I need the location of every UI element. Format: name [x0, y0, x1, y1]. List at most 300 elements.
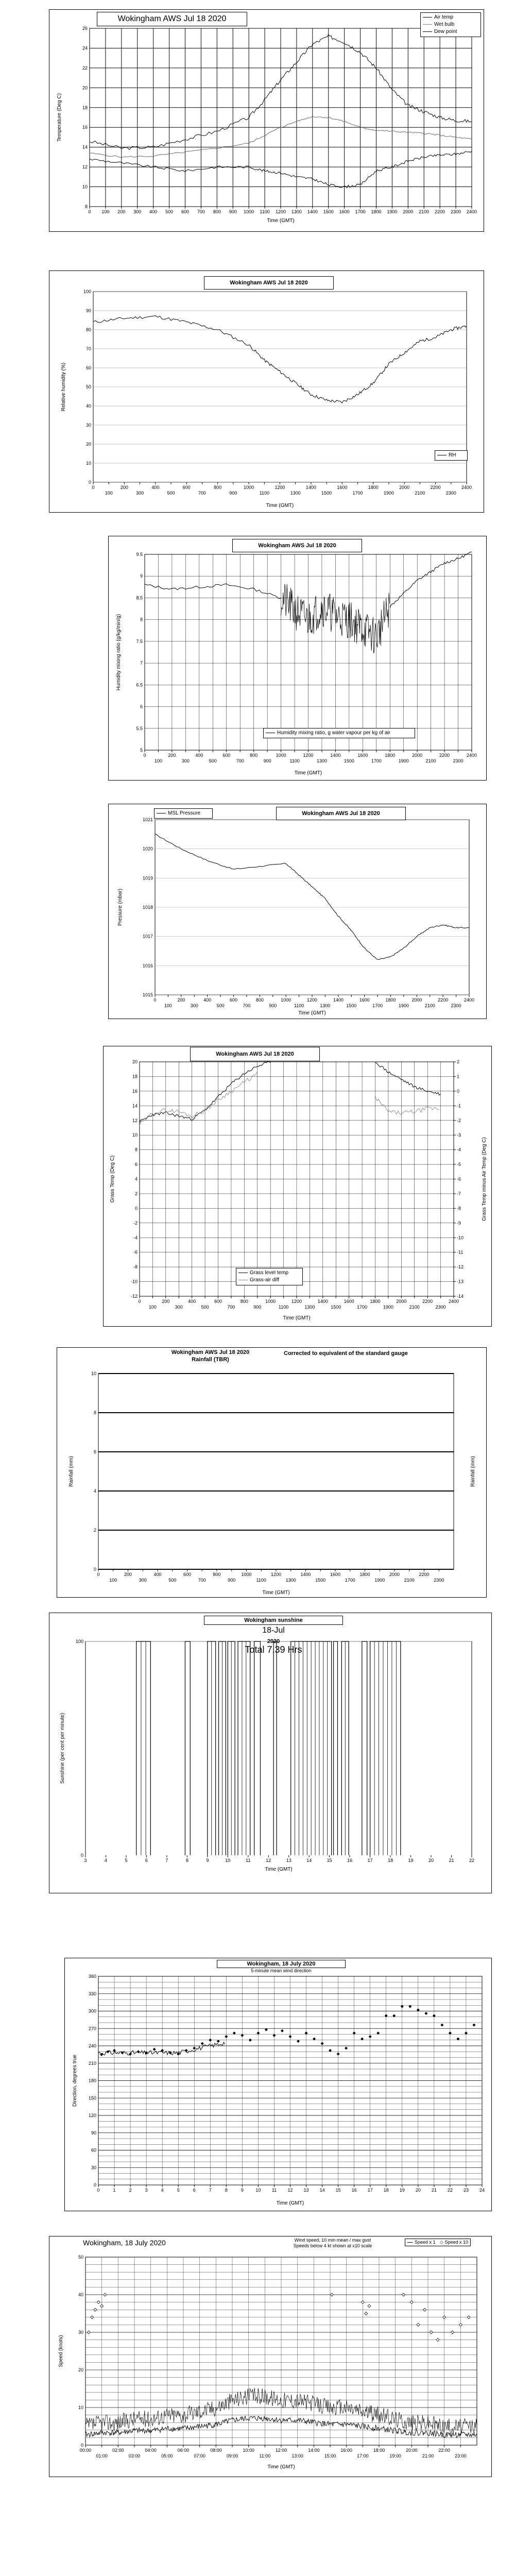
y-tick-label: 20 [132, 1059, 138, 1064]
y-axis-label: Speed (knots) [58, 2335, 64, 2367]
x-tick-label: 16 [347, 1858, 353, 1863]
x-tick-label: 17:00 [357, 2453, 369, 2459]
x-tick-label: 12 [266, 1858, 271, 1863]
x-tick-label: 1500 [323, 209, 334, 214]
x-tick-label: 600 [183, 1572, 192, 1577]
y-tick-label: 20 [78, 2367, 83, 2372]
rainfall-title-line: Wokingham AWS Jul 18 2020 [171, 1349, 250, 1355]
temperature-legend [420, 12, 481, 37]
x-tick-label: 19:00 [389, 2453, 401, 2459]
x-tick-label: 2300 [451, 209, 461, 214]
y-tick-label: 7 [140, 660, 143, 666]
x-tick-label: 800 [250, 753, 258, 758]
x-tick-label: 600 [182, 485, 191, 490]
pressure-chart-title: Wokingham AWS Jul 18 2020 [276, 807, 406, 820]
y-tick-label: 5 [140, 748, 143, 753]
plot-area [98, 1374, 454, 1569]
y-axis-label: Sunshine (per cent per minute) [60, 1713, 65, 1784]
x-tick-label: 300 [139, 1578, 147, 1583]
y-tick-label: 10 [132, 1132, 138, 1138]
plot-area [85, 1641, 472, 1855]
x-tick-label: 700 [236, 758, 244, 764]
x-tick-label: 10:00 [243, 2448, 254, 2453]
x-tick-label: 1700 [352, 490, 363, 496]
y-tick-label: 100 [83, 289, 91, 294]
y-tick-label: -8 [133, 1264, 138, 1270]
x-tick-label: 1100 [294, 1003, 304, 1008]
y-axis-label: Relative humidity (%) [61, 362, 66, 412]
x-tick-label: 1400 [300, 1572, 311, 1577]
y-tick-label: 90 [85, 308, 91, 313]
y-tick-label: 30 [85, 422, 91, 428]
x-tick-label: 8 [225, 2188, 228, 2193]
y-tick-label: 40 [78, 2292, 83, 2297]
y-tick-label: 50 [78, 2255, 83, 2260]
x-tick-label: 600 [222, 753, 231, 758]
temperature-chart-title: Wokingham AWS Jul 18 2020 [97, 12, 247, 26]
y-tick-label: 330 [88, 1991, 96, 1996]
y-tick-label: 0 [88, 480, 91, 485]
y-tick-label: 0 [80, 1853, 83, 1858]
x-tick-label: 1000 [276, 753, 286, 758]
x-tick-label: 200 [168, 753, 176, 758]
y-tick-label: 20 [82, 85, 88, 91]
y-tick-label: 6.5 [136, 682, 143, 688]
rainfall-chart-svg [57, 1348, 486, 1597]
x-tick-label: 400 [149, 209, 158, 214]
y-axis-label: Humidity mixing ratio (g/kg/min/g) [116, 614, 122, 691]
x-tick-label: 200 [124, 1572, 132, 1577]
y-tick-label: 6 [134, 1162, 138, 1167]
y2-axis-label: Grass Temp minus Air Temp (Deg C) [482, 1137, 487, 1221]
x-tick-label: 09:00 [226, 2453, 238, 2459]
x-tick-label: 11 [271, 2188, 277, 2193]
x-tick-label: 900 [253, 1304, 262, 1310]
pressure-chart-svg [109, 804, 486, 1019]
y2-tick-label: -1 [457, 1103, 461, 1109]
y2-tick-label: -7 [457, 1191, 461, 1196]
x-tick-label: 23 [463, 2188, 469, 2193]
x-axis-label: Time (GMT) [294, 770, 322, 776]
x-tick-label: 1700 [372, 1003, 383, 1008]
x-tick-label: 11:00 [259, 2453, 271, 2459]
temperature-chart-svg [49, 10, 484, 231]
x-tick-label: 0 [97, 2188, 100, 2193]
y-tick-label: -2 [133, 1220, 138, 1226]
x-tick-label: 600 [181, 209, 190, 214]
y-tick-label: 50 [85, 384, 91, 389]
wind-speed-title: Wokingham, 18 July 2020 [83, 2239, 166, 2247]
x-tick-label: 1200 [303, 753, 314, 758]
y-tick-label: 14 [82, 144, 88, 150]
x-tick-label: 2200 [419, 1572, 430, 1577]
y-tick-label: 22 [82, 65, 88, 71]
x-tick-label: 03:00 [128, 2453, 141, 2459]
x-tick-label: 17 [367, 1858, 373, 1863]
x-tick-label: 1200 [306, 997, 318, 1003]
x-tick-label: 1200 [291, 1299, 302, 1304]
x-tick-label: 1400 [317, 1299, 328, 1304]
x-tick-label: 900 [228, 1578, 236, 1583]
y-tick-label: 1015 [142, 992, 153, 997]
y-tick-label: -4 [133, 1235, 138, 1241]
y-tick-label: 120 [88, 2113, 96, 2118]
x-tick-label: 16:00 [340, 2448, 352, 2453]
x-tick-label: 600 [229, 997, 238, 1003]
x-tick-label: 21 [449, 1858, 454, 1863]
y2-tick-label: -11 [457, 1249, 464, 1255]
y-tick-label: 2 [93, 1528, 96, 1533]
x-tick-label: 2100 [424, 1003, 435, 1008]
x-tick-label: 300 [175, 1304, 183, 1310]
x-tick-label: 400 [153, 1572, 162, 1577]
x-tick-label: 01:00 [96, 2453, 108, 2459]
x-tick-label: 1100 [260, 209, 270, 214]
x-tick-label: 02:00 [112, 2448, 124, 2453]
x-tick-label: 2 [129, 2188, 132, 2193]
x-tick-label: 16 [351, 2188, 357, 2193]
x-tick-label: 1 [113, 2188, 116, 2193]
x-axis-label: Time (GMT) [265, 1867, 293, 1872]
x-tick-label: 22:00 [438, 2448, 450, 2453]
y-tick-label: 240 [88, 2043, 96, 2048]
x-tick-label: 1100 [278, 1304, 289, 1310]
y-tick-label: 1021 [142, 817, 153, 822]
y-tick-label: 100 [75, 1639, 83, 1644]
x-tick-label: 4 [104, 1858, 107, 1863]
x-tick-label: 1300 [304, 1304, 315, 1310]
x-tick-label: 500 [201, 1304, 209, 1310]
legend-rh: RH [437, 452, 465, 459]
x-tick-label: 700 [198, 490, 206, 496]
mixing-ratio-chart-title: Wokingham AWS Jul 18 2020 [232, 539, 362, 552]
x-tick-label: 1900 [398, 758, 409, 764]
legend-grass-level-temp: Grass level temp [238, 1269, 300, 1277]
y-tick-label: 26 [82, 26, 88, 31]
x-tick-label: 1400 [330, 753, 341, 758]
x-tick-label: 1800 [359, 1572, 370, 1577]
sunshine-date: 18-Jul [262, 1626, 285, 1635]
x-tick-label: 1700 [355, 209, 366, 214]
x-tick-label: 1300 [290, 490, 301, 496]
x-tick-label: 1500 [321, 490, 332, 496]
x-tick-label: 2400 [448, 1299, 459, 1304]
x-tick-label: 2100 [415, 490, 425, 496]
x-tick-label: 1500 [346, 1003, 357, 1008]
pressure-chart [108, 804, 487, 1019]
x-tick-label: 14 [306, 1858, 312, 1863]
x-tick-label: 700 [198, 1578, 206, 1583]
x-tick-label: 8 [185, 1858, 188, 1863]
x-tick-label: 1500 [331, 1304, 341, 1310]
wind-speed-chart [49, 2236, 492, 2477]
x-tick-label: 1700 [345, 1578, 355, 1583]
x-tick-label: 2300 [453, 758, 464, 764]
y-tick-label: 0 [80, 2443, 83, 2448]
y-tick-label: 6 [140, 704, 143, 709]
y2-tick-label: -6 [457, 1176, 461, 1182]
y2-axis-label: Rainfall (mm) [470, 1456, 476, 1487]
x-tick-label: 2000 [396, 1299, 407, 1304]
x-tick-label: 2400 [466, 753, 477, 758]
x-tick-label: 10 [255, 2188, 261, 2193]
y-tick-label: 12 [132, 1117, 138, 1123]
x-tick-label: 2100 [425, 758, 436, 764]
y-tick-label: 0 [93, 1567, 96, 1572]
x-tick-label: 1000 [265, 1299, 276, 1304]
x-tick-label: 12:00 [275, 2448, 287, 2453]
y-tick-label: 5.5 [136, 725, 143, 731]
y2-tick-label: 0 [457, 1088, 460, 1094]
x-tick-label: 2000 [403, 209, 414, 214]
x-tick-label: 2300 [435, 1304, 446, 1310]
y-tick-label: 90 [91, 2130, 96, 2136]
y-tick-label: 7.5 [136, 638, 143, 644]
humidity-chart [49, 270, 484, 513]
x-tick-label: 1000 [241, 1572, 252, 1577]
x-tick-label: 0 [97, 1572, 100, 1577]
y-tick-label: 150 [88, 2095, 96, 2101]
y2-tick-label: -13 [457, 1279, 464, 1284]
x-tick-label: 6 [145, 1858, 148, 1863]
x-tick-label: 800 [213, 1572, 221, 1577]
x-tick-label: 1800 [370, 1299, 381, 1304]
y-tick-label: 1018 [142, 905, 153, 910]
x-tick-label: 100 [101, 209, 110, 214]
y2-tick-label: 2 [457, 1059, 460, 1064]
y-tick-label: 270 [88, 2026, 96, 2031]
wind-direction-chart [64, 1958, 492, 2211]
x-tick-label: 1200 [275, 209, 286, 214]
x-tick-label: 1800 [385, 753, 396, 758]
legend-air-temp: Air temp [423, 14, 478, 21]
humidity-chart-title: Wokingham AWS Jul 18 2020 [204, 276, 334, 290]
x-tick-label: 800 [255, 997, 264, 1003]
y-tick-label: 30 [91, 2165, 96, 2171]
x-tick-label: 300 [181, 758, 190, 764]
x-tick-label: 7 [209, 2188, 212, 2193]
legend-grass-air-diff: Grass-air diff [238, 1277, 300, 1284]
x-tick-label: 9 [241, 2188, 244, 2193]
y-tick-label: 4 [134, 1176, 138, 1182]
y-tick-label: 300 [88, 2008, 96, 2014]
x-tick-label: 100 [148, 1304, 157, 1310]
x-tick-label: 1900 [383, 490, 394, 496]
x-tick-label: 21:00 [422, 2453, 434, 2459]
x-axis-label: Time (GMT) [283, 1315, 311, 1321]
x-tick-label: 100 [154, 758, 162, 764]
x-tick-label: 24 [479, 2188, 485, 2193]
y-axis-label: Pressure (mbar) [117, 888, 123, 926]
x-tick-label: 2100 [419, 209, 430, 214]
x-tick-label: 04:00 [145, 2448, 157, 2453]
y-axis-label: Rainfall (mm) [68, 1456, 74, 1487]
x-tick-label: 2200 [430, 485, 441, 490]
wind-speed-legend [405, 2239, 471, 2246]
wind-direction-subtitle: 5-minute mean wind direction [251, 1968, 312, 1973]
x-tick-label: 400 [203, 997, 212, 1003]
x-tick-label: 1600 [359, 997, 370, 1003]
x-tick-label: 700 [197, 209, 205, 214]
x-tick-label: 18 [383, 2188, 389, 2193]
rainfall-note: Corrected to equivalent of the standard gauge [284, 1350, 408, 1357]
y-tick-label: 0 [134, 1206, 138, 1211]
x-tick-label: 2400 [461, 485, 472, 490]
x-tick-label: 21 [431, 2188, 437, 2193]
y-tick-label: 60 [85, 365, 91, 370]
legend-msl-pressure: MSL Pressure [157, 810, 210, 817]
x-tick-label: 4 [161, 2188, 164, 2193]
x-tick-label: 05:00 [161, 2453, 173, 2459]
y-tick-label: 70 [85, 346, 91, 351]
wind-speed-subtitle2: Speeds below 4 kt shown at x10 scale [293, 2243, 372, 2248]
x-tick-label: 9 [206, 1858, 209, 1863]
y-tick-label: 1019 [142, 875, 153, 881]
mixing-ratio-chart-svg [109, 536, 486, 780]
x-tick-label: 1000 [244, 485, 254, 490]
grass-legend [236, 1268, 303, 1285]
y2-tick-label: -5 [457, 1162, 461, 1167]
x-tick-label: 1700 [357, 1304, 368, 1310]
x-tick-label: 2200 [435, 209, 445, 214]
y2-tick-label: -8 [457, 1206, 461, 1211]
sunshine-total: Total 7.39 Hrs [245, 1645, 302, 1655]
y-tick-label: 10 [82, 184, 88, 190]
x-axis-label: Time (GMT) [266, 503, 294, 509]
x-tick-label: 800 [213, 209, 221, 214]
rainfall-subtitle: Rainfall (TBR) [192, 1356, 229, 1363]
x-tick-label: 1200 [274, 485, 285, 490]
x-axis-label: Time (GMT) [262, 1590, 290, 1596]
x-tick-label: 2200 [422, 1299, 433, 1304]
x-tick-label: 2000 [389, 1572, 400, 1577]
wind-speed-subtitle: Wind speed, 10 min mean / max gust [294, 2238, 371, 2243]
x-tick-label: 700 [243, 1003, 251, 1008]
y2-tick-label: -3 [457, 1132, 461, 1138]
x-tick-label: 15 [335, 2188, 341, 2193]
y2-tick-label: 1 [457, 1074, 460, 1079]
y2-tick-label: -14 [457, 1294, 464, 1299]
x-tick-label: 1600 [339, 209, 350, 214]
x-tick-label: 2300 [445, 490, 456, 496]
x-tick-label: 200 [117, 209, 126, 214]
y-tick-label: 8.5 [136, 595, 143, 601]
x-tick-label: 2000 [399, 485, 410, 490]
x-tick-label: 0 [153, 997, 157, 1003]
x-tick-label: 11 [246, 1858, 251, 1863]
x-tick-label: 1300 [291, 209, 302, 214]
x-tick-label: 7 [165, 1858, 168, 1863]
rainfall-chart [57, 1347, 487, 1598]
x-tick-label: 08:00 [210, 2448, 222, 2453]
x-tick-label: 600 [214, 1299, 222, 1304]
y-tick-label: 60 [91, 2147, 96, 2153]
x-tick-label: 19 [399, 2188, 405, 2193]
x-tick-label: 06:00 [177, 2448, 190, 2453]
x-tick-label: 15 [327, 1858, 332, 1863]
y-tick-label: 360 [88, 1974, 96, 1979]
x-axis-label: Time (GMT) [276, 2200, 304, 2206]
x-axis-label: Time (GMT) [267, 2464, 295, 2470]
x-tick-label: 1900 [387, 209, 398, 214]
x-tick-label: 1500 [315, 1578, 326, 1583]
x-tick-label: 900 [263, 758, 271, 764]
x-tick-label: 100 [105, 490, 113, 496]
x-tick-label: 12 [287, 2188, 293, 2193]
x-tick-label: 900 [229, 209, 237, 214]
wind-direction-title-block [217, 1960, 346, 1973]
rh-legend [435, 450, 468, 461]
x-tick-label: 22 [469, 1858, 475, 1863]
x-tick-label: 100 [109, 1578, 117, 1583]
rainfall-chart-title [150, 1349, 271, 1367]
y-axis-label: Direction, degrees true [72, 2054, 78, 2107]
y-tick-label: 24 [82, 45, 88, 51]
y-tick-label: 8 [93, 1410, 96, 1415]
x-tick-label: 1800 [371, 209, 382, 214]
y-tick-label: 10 [91, 1371, 96, 1376]
x-axis-label: Time (GMT) [267, 218, 295, 224]
y-tick-label: 20 [85, 442, 91, 447]
x-tick-label: 19 [408, 1858, 414, 1863]
x-tick-label: 13 [303, 2188, 309, 2193]
x-tick-label: 2000 [411, 997, 422, 1003]
x-tick-label: 22 [447, 2188, 453, 2193]
x-tick-label: 500 [167, 490, 175, 496]
x-tick-label: 900 [229, 490, 237, 496]
x-tick-label: 14:00 [308, 2448, 320, 2453]
x-tick-label: 1700 [371, 758, 382, 764]
y-tick-label: 8 [140, 617, 143, 622]
x-tick-label: 13 [286, 1858, 291, 1863]
y-tick-label: 210 [88, 2060, 96, 2066]
legend-speed-x1: Speed x 1 [407, 2240, 436, 2245]
x-tick-label: 1300 [320, 1003, 331, 1008]
x-tick-label: 2200 [438, 997, 449, 1003]
y2-tick-label: -2 [457, 1117, 461, 1123]
legend-dew-point: Dew point [423, 28, 478, 36]
x-tick-label: 0 [143, 753, 146, 758]
x-tick-label: 5 [125, 1858, 128, 1863]
x-tick-label: 200 [162, 1299, 170, 1304]
x-tick-label: 1900 [383, 1304, 393, 1310]
x-tick-label: 100 [164, 1003, 172, 1008]
x-tick-label: 900 [269, 1003, 277, 1008]
sunshine-year: 2020 [267, 1638, 280, 1645]
legend-wet-bulb: Wet bulb [423, 21, 478, 28]
y-tick-label: 18 [82, 105, 88, 110]
y-tick-label: 2 [134, 1191, 138, 1196]
x-tick-label: 500 [216, 1003, 225, 1008]
pressure-legend [154, 808, 213, 819]
wind-direction-chart-svg [65, 1958, 491, 2211]
y-tick-label: 180 [88, 2078, 96, 2083]
x-tick-label: 700 [227, 1304, 235, 1310]
x-tick-label: 07:00 [194, 2453, 205, 2459]
x-tick-label: 1800 [368, 485, 379, 490]
x-tick-label: 15:00 [324, 2453, 336, 2459]
x-tick-label: 500 [165, 209, 174, 214]
y-tick-label: 8 [84, 204, 88, 209]
x-tick-label: 500 [209, 758, 217, 764]
sunshine-chart [49, 1613, 492, 1893]
y-tick-label: 80 [85, 327, 91, 332]
x-tick-label: 2400 [464, 997, 475, 1003]
x-tick-label: 0 [138, 1299, 141, 1304]
x-tick-label: 10 [225, 1858, 231, 1863]
y-tick-label: -10 [130, 1279, 138, 1284]
x-tick-label: 2000 [412, 753, 423, 758]
